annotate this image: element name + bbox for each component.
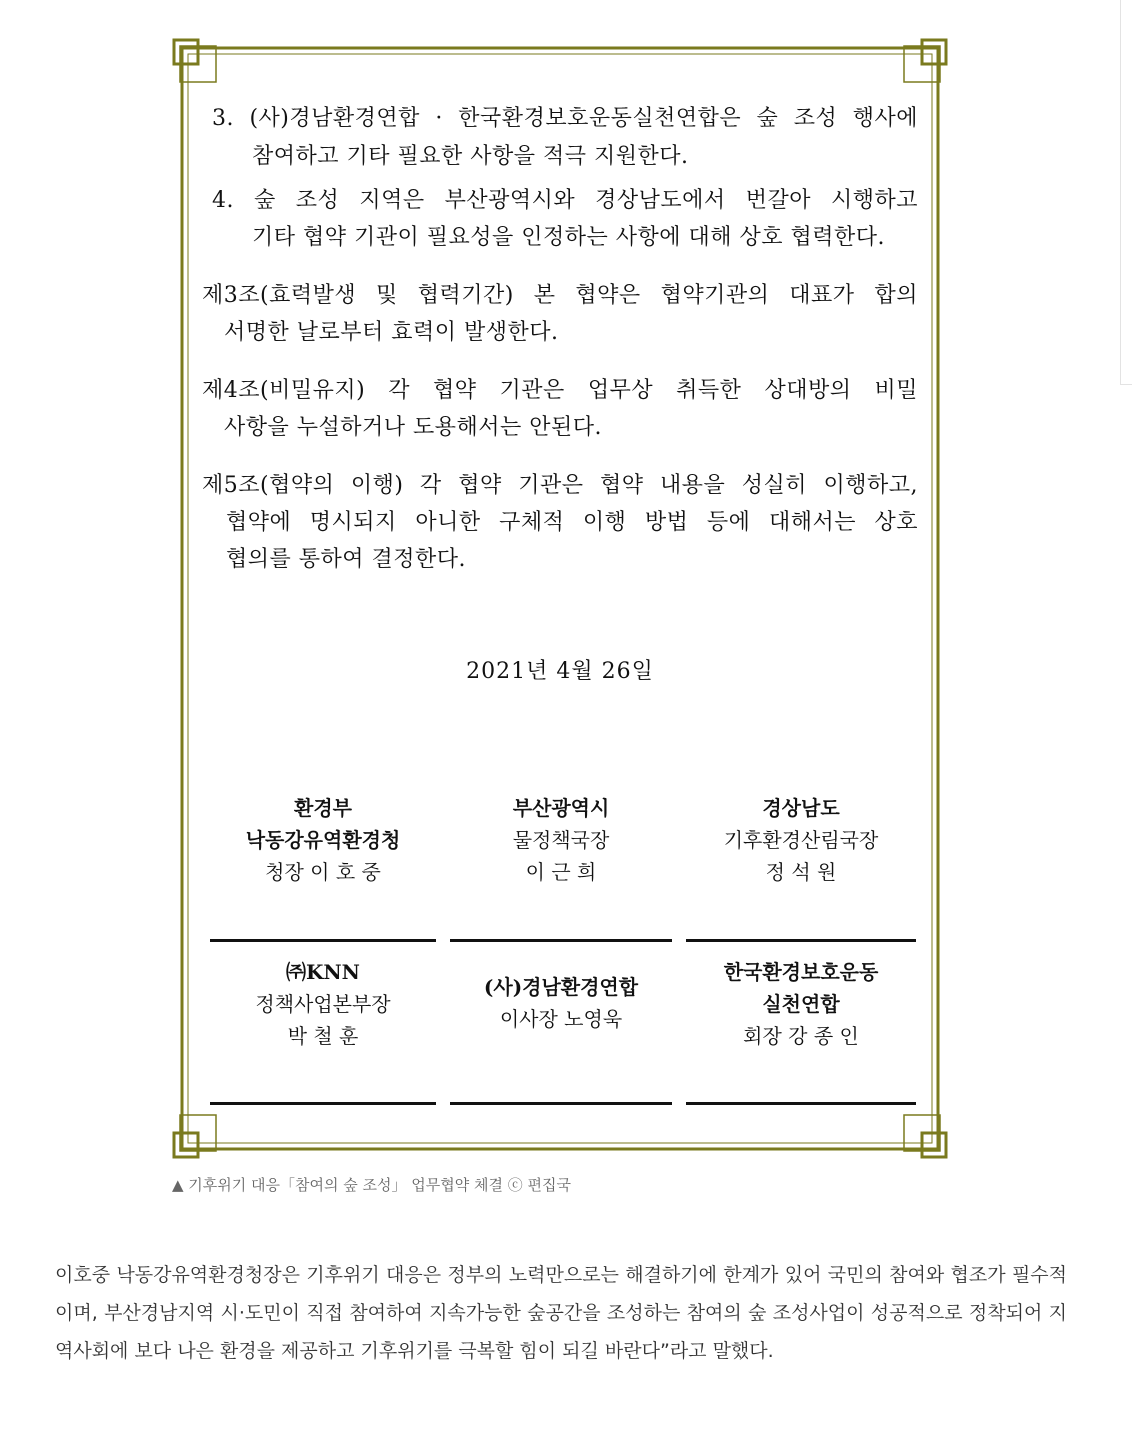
article-4-line1: 제4조(비밀유지) 각 협약 기관은 업무상 취득한 상대방의 비밀 [202,378,918,403]
article-3-line2: 서명한 날로부터 효력이 발생한다. [224,320,559,345]
signatory-dept: 정책사업본부장 [255,992,391,1016]
signature-line [450,1102,672,1105]
article-5-line3: 협의를 통하여 결정한다. [226,547,467,572]
signature-line [210,939,436,942]
agreement-document-image [172,38,948,1159]
item-3-line1: 3. (사)경남환경연합 · 한국환경보호운동실천연합은 숲 조성 행사에 [212,106,918,131]
signatory-dept: 실천연합 [762,992,840,1016]
article-5-line2: 협약에 명시되지 아니한 구체적 이행 방법 등에 대해서는 상호 [226,510,918,535]
signature-line [686,1102,916,1105]
signatory-person: 이 근 희 [525,860,597,884]
article-3-line1: 제3조(효력발생 및 협력기간) 본 협약은 협약기관의 대표가 합의 [202,283,918,308]
agreement-date: 2021년 4월 26일 [466,659,654,684]
article-5-line1: 제5조(협약의 이행) 각 협약 기관은 협약 내용을 성실히 이행하고, [202,473,918,498]
signatory-block [450,971,672,1035]
signatory-dept: 기후환경산림국장 [723,828,879,852]
item-4-line1: 4. 숲 조성 지역은 부산광역시와 경상남도에서 번갈아 시행하고 [212,188,918,213]
signatory-person: 박 철 훈 [287,1024,359,1048]
signatory-block [210,792,436,888]
signatory-person: 청장 이 호 중 [265,860,381,884]
item-3-line2: 참여하고 기타 필요한 사항을 적극 지원한다. [252,144,689,169]
signatory-person: 정 석 원 [765,860,837,884]
article-4-line2: 사항을 누설하거나 도용해서는 안된다. [224,415,603,440]
signature-line [686,939,916,942]
signatory-block [686,956,916,1052]
image-caption: ▲ 기후위기 대응「참여의 숲 조성」 업무협약 체결 ⓒ 편집국 [172,1176,571,1194]
item-4-line2: 기타 협약 기관이 필요성을 인정하는 사항에 대해 상호 협력한다. [252,225,885,250]
scrollbar-track[interactable] [1120,0,1121,385]
signatory-org: 환경부 [294,796,352,820]
signature-line [210,1102,436,1105]
signatory-person: 회장 강 종 인 [743,1024,859,1048]
signatory-block [210,956,436,1052]
signatory-org: ㈜KNN [286,960,360,984]
signatory-block [686,792,916,888]
signature-line [450,939,672,942]
signatory-dept: 물정책국장 [512,828,610,852]
signatory-org: 경상남도 [762,796,840,820]
article-paragraph: 이호중 낙동강유역환경청장은 기후위기 대응은 정부의 노력만으로는 해결하기에 한계가 있어 국민의 참여와 협조가 필수적이며, 부산경남지역 시·도민이 직접 참여하여 지속가능한 숲공간을 조성하는 참여의 숲 조성사업이 성공적으로 정착되어 지역사회에 보다 나은 환경을 제공하고 기후위기를 극복할 힘이 되길 바란다”라고 말했다. [55,1264,1067,1362]
signatory-org: (사)경남환경연합 [483,975,639,999]
signatory-block [450,792,672,888]
signatory-org: 한국환경보호운동 [723,960,879,984]
signatory-dept: 낙동강유역환경청 [245,828,401,852]
signatory-dept: 이사장 노영욱 [499,1007,623,1031]
signatory-org: 부산광역시 [512,796,610,820]
